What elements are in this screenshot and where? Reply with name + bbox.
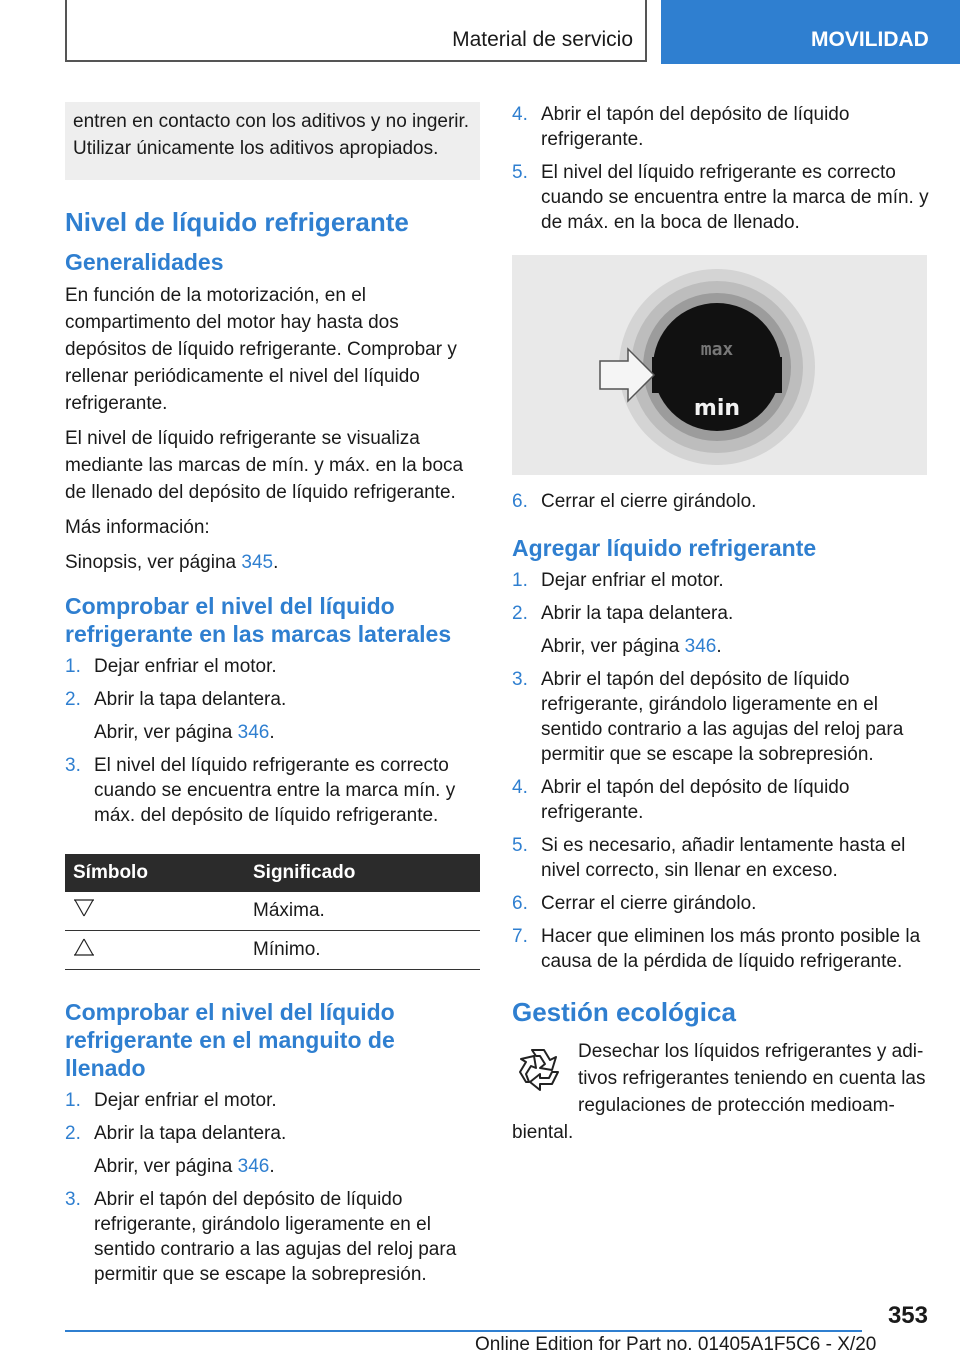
table-header-meaning: Significado [245, 854, 480, 892]
section-title-eco: Gestión ecológica [512, 997, 736, 1027]
list-item: 7. Hacer que eliminen los más pronto posible la causa de la pérdida de líquido refrigerante. [512, 926, 921, 972]
list-item-reference: Abrir, ver página 346. [94, 1156, 275, 1177]
list-item: 2. Abrir la tapa delantera. [65, 689, 287, 710]
eco-block [512, 1038, 930, 1146]
subsection-title-general: Generalidades [65, 249, 224, 275]
table-row [65, 892, 480, 931]
page-link-346[interactable]: 346 [237, 1156, 270, 1177]
page-link-345[interactable]: 345 [241, 552, 274, 573]
general-paragraph-3: Más información: [65, 517, 210, 538]
list-item: 3. Abrir el tapón del depósito de líquido refrigerante, girándolo ligeramente en el sentido contrario a las agujas del reloj para permitir que se escape la sobrepresión. [512, 669, 904, 765]
header-tab-movilidad[interactable]: MOVILIDAD [661, 0, 960, 64]
general-paragraph-1: En función de la motorización, en el compartimento del motor hay hasta dos depósitos de líquido refrigerante. Comprobar y rellenar periódicamente el nivel del líquido refrigerante. [65, 285, 457, 414]
footer-edition: Online Edition for Part no. 01405A1F5C6 - X/20 [475, 1334, 877, 1355]
page-number: 353 [887, 1302, 928, 1329]
symbol-min-cell [65, 931, 245, 970]
min-label: min [693, 396, 741, 421]
list-item: 1. Dejar enfriar el motor. [65, 656, 277, 677]
table-row [65, 931, 480, 970]
right-column [512, 102, 930, 1146]
eco-paragraph: Desechar los líquidos refrigerantes y aditivos refrigerantes teniendo en cuenta las regulaciones de protección medioambiental. [512, 1041, 926, 1143]
page-link-346[interactable]: 346 [237, 722, 270, 743]
list-item: 6. Cerrar el cierre girándolo. [512, 893, 757, 914]
min-mark-icon [73, 937, 95, 957]
list-item: 5. Si es necesario, añadir lentamente hasta el nivel correcto, sin llenar en exceso. [512, 835, 906, 881]
max-label: max [700, 339, 734, 360]
list-item: 6. Cerrar el cierre girándolo. [512, 491, 757, 512]
list-item: 2. Abrir la tapa delantera. [512, 603, 734, 624]
list-item: 3. El nivel del líquido refrigerante es correcto cuando se encuentra entre la marca mín. y máx. del depósito de líquido refrigerante. [65, 755, 456, 826]
meaning-min: Mínimo. [245, 931, 480, 970]
page-link-346[interactable]: 346 [684, 636, 717, 657]
header-section-title: Material de servicio [452, 28, 633, 51]
warning-note-end: entren en contacto con los aditivos y no ingerir. Utilizar únicamente los aditivos apropiados. [65, 102, 480, 180]
list-item-reference: Abrir, ver página 346. [541, 636, 722, 657]
list-item: 4. Abrir el tapón del depósito de líquido refrigerante. [512, 104, 850, 150]
filler-neck-illustration [512, 255, 927, 475]
general-paragraph-4: Sinopsis, ver página 345. [65, 552, 279, 573]
left-column [65, 102, 480, 1295]
list-item: 2. Abrir la tapa delantera. [65, 1123, 287, 1144]
list-item: 1. Dejar enfriar el motor. [512, 570, 724, 591]
list-item: 1. Dejar enfriar el motor. [65, 1090, 277, 1111]
meaning-max: Máxima. [245, 892, 480, 931]
list-item: 4. Abrir el tapón del depósito de líquido refrigerante. [512, 777, 850, 823]
general-paragraph-2: El nivel de líquido refrigerante se visualiza mediante las marcas de mín. y máx. en la boca de llenado del depósito de líquido refrigerante. [65, 428, 464, 503]
table-header-symbol: Símbolo [65, 854, 245, 892]
symbol-max-cell [65, 892, 245, 931]
symbol-table [65, 854, 480, 970]
subsection-title-filler-neck: Comprobar el nivel del líquido refrigerante en el manguito de llenado [65, 999, 395, 1081]
list-item: 3. Abrir el tapón del depósito de líquido refrigerante, girándolo ligeramente en el sentido contrario a las agujas del reloj para permitir que se escape la sobrepresión. [65, 1189, 457, 1285]
filler-neck-photo [512, 255, 927, 475]
list-item: 5. El nivel del líquido refrigerante es correcto cuando se encuentra entre la marca de mín. y de máx. en la boca de llenado. [512, 162, 929, 233]
section-title-coolant-level: Nivel de líquido refrigerante [65, 207, 409, 237]
subsection-title-lateral-marks: Comprobar el nivel del líquido refrigerante en las marcas laterales [65, 593, 452, 647]
footer-divider [65, 1330, 862, 1332]
list-item-reference: Abrir, ver página 346. [94, 722, 275, 743]
header-frame [65, 0, 647, 62]
max-mark-icon [73, 898, 95, 918]
subsection-title-add-coolant: Agregar líquido refrigerante [512, 535, 817, 561]
recycle-icon [512, 1042, 564, 1094]
table-header-row [65, 854, 480, 892]
